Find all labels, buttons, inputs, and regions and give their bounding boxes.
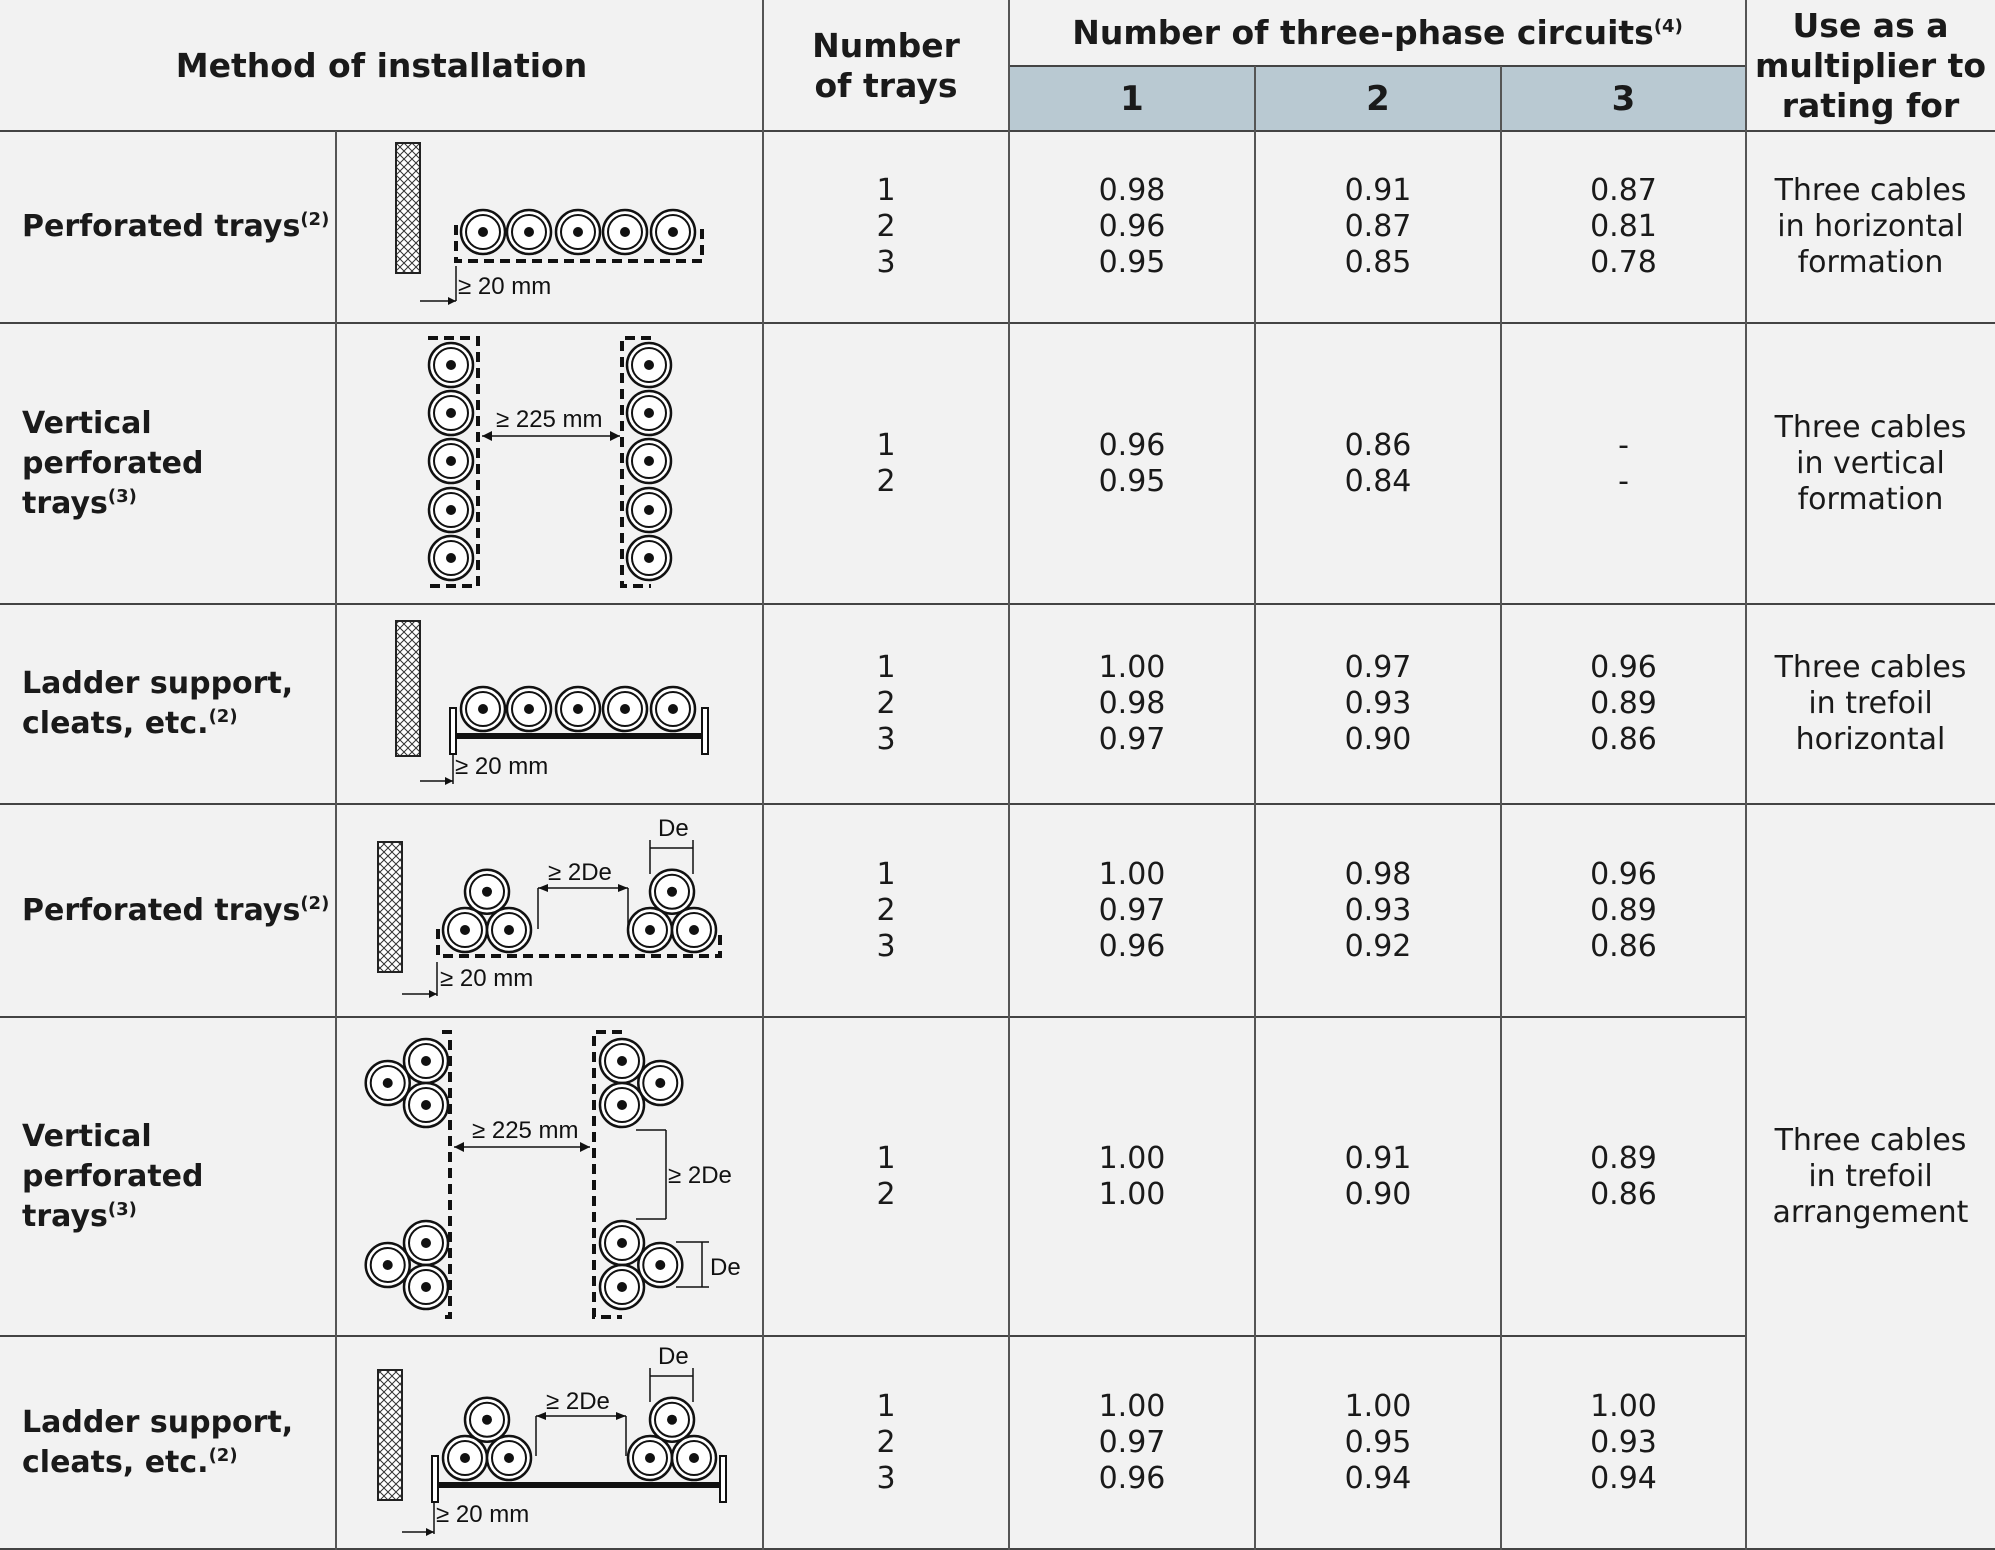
dimension-label: ≥ 225 mm	[496, 406, 603, 433]
cell-text: 2	[876, 1176, 896, 1212]
diagram-vertical-perforated	[336, 323, 763, 604]
diagram-svg	[336, 804, 763, 1017]
trays-cell	[763, 131, 1009, 323]
use-for-cell	[1746, 804, 1995, 1550]
cell-text: 0.96	[1098, 1461, 1166, 1496]
diagram-svg	[336, 1336, 763, 1550]
cell-text: (2)	[208, 1445, 238, 1466]
diagram-horizontal-perforated	[336, 131, 763, 323]
cell-text: 0.86	[1590, 1176, 1657, 1212]
grid-line	[762, 0, 764, 1550]
trays-cell	[763, 1017, 1009, 1336]
header-circuit-col-3	[1501, 66, 1746, 131]
cell-text: 0.98	[1098, 686, 1166, 721]
cable-icon	[627, 488, 671, 532]
cable-icon	[672, 908, 716, 952]
cell-text: 0.96	[1590, 650, 1657, 685]
cell-text: 0.90	[1344, 1176, 1412, 1212]
value-cell	[1255, 604, 1501, 804]
header-circuits-text: Number of three-phase circuits	[1072, 13, 1654, 52]
cell-text: -	[1618, 427, 1629, 463]
value-cell	[1009, 131, 1255, 323]
method-label-line: Ladder support,	[22, 1405, 294, 1440]
dimension-label: ≥ 225 mm	[472, 1117, 579, 1144]
method-label	[0, 323, 336, 604]
cell-text: 0.94	[1344, 1461, 1412, 1496]
method-label	[0, 1336, 336, 1550]
cell-text: 0.93	[1344, 686, 1412, 721]
cell-text: 0.97	[1344, 650, 1412, 685]
value-cell	[1255, 804, 1501, 1017]
cable-icon	[487, 1436, 531, 1480]
cell-text: 2	[876, 463, 896, 499]
cell-text: -	[1618, 463, 1629, 499]
cell-text: arrangement	[1772, 1195, 1969, 1230]
cable-icon	[465, 870, 509, 914]
cell-text: 0.90	[1344, 722, 1412, 757]
dimension-label: ≥ 20 mm	[458, 273, 552, 300]
cell-text: 2	[876, 892, 896, 928]
header-circuit-col-2	[1255, 66, 1501, 131]
cable-icon	[429, 488, 473, 532]
cell-text: 0.95	[1344, 1425, 1412, 1460]
value-cell	[1501, 1336, 1746, 1550]
cell-text: 0.86	[1590, 928, 1657, 964]
cell-text: 0.98	[1344, 856, 1412, 892]
cell-text: Three cables	[1774, 650, 1967, 685]
cell-text: in trefoil	[1808, 1159, 1933, 1194]
cable-icon	[366, 1243, 410, 1287]
cell-text: 1	[876, 856, 896, 892]
use-for-cell	[1746, 604, 1995, 804]
cable-icon	[650, 870, 694, 914]
grid-line	[0, 803, 1995, 805]
cable-icon	[651, 210, 695, 254]
cable-icon	[556, 210, 600, 254]
cable-icon	[600, 1265, 644, 1309]
header-use-line: Use as a	[1792, 5, 1949, 45]
cell-text: 0.84	[1344, 463, 1412, 499]
value-cell	[1501, 131, 1746, 323]
diagram-trefoil-perforated	[336, 804, 763, 1017]
cell-text: 1	[876, 1140, 896, 1176]
cell-text: 3	[876, 722, 896, 757]
header-circuit-col-label: 3	[1611, 78, 1636, 119]
cell-text: 2	[876, 1425, 896, 1460]
header-use-line: rating for	[1781, 85, 1960, 125]
cell-text: Perforated trays	[22, 209, 301, 244]
method-label-line: Vertical perforated	[22, 1118, 204, 1194]
cell-text: (2)	[300, 892, 330, 914]
cell-text: 0.87	[1344, 209, 1412, 244]
cell-text: 2	[876, 209, 896, 244]
dimension-label: ≥ 20 mm	[440, 965, 534, 992]
cable-icon	[603, 210, 647, 254]
cell-text: 1	[876, 1389, 896, 1424]
method-label	[0, 604, 336, 804]
grid-line	[0, 603, 1995, 605]
method-label	[0, 1017, 336, 1336]
header-circuit-col-1	[1009, 66, 1255, 131]
cable-icon	[465, 1398, 509, 1442]
header-circuit-col-label: 2	[1366, 78, 1390, 119]
cable-icon	[600, 1083, 644, 1127]
value-cell	[1501, 323, 1746, 604]
cell-text: 3	[876, 1461, 896, 1496]
cell-text: horizontal	[1795, 722, 1946, 757]
cable-icon	[627, 343, 671, 387]
value-cell	[1501, 1017, 1746, 1336]
cell-text: trays	[22, 1198, 108, 1234]
cell-text: 0.78	[1590, 245, 1657, 280]
cable-icon	[650, 1398, 694, 1442]
trays-cell	[763, 1336, 1009, 1550]
dimension-label: De	[710, 1254, 741, 1281]
cable-icon	[461, 687, 505, 731]
cable-icon	[429, 439, 473, 483]
cell-text: 2	[876, 686, 896, 721]
diagram-trefoil-ladder	[336, 1336, 763, 1550]
cell-text: in horizontal	[1777, 209, 1964, 244]
cell-text: 1	[876, 650, 896, 685]
cable-icon	[627, 439, 671, 483]
cell-text: Perforated trays	[22, 892, 301, 928]
cell-text: 1	[876, 427, 896, 463]
cell-text: 0.89	[1590, 686, 1657, 721]
method-label-line	[22, 207, 329, 247]
header-method	[0, 0, 763, 131]
method-label-line	[22, 1443, 238, 1483]
cable-icon	[507, 210, 551, 254]
cell-text: 0.92	[1344, 928, 1412, 964]
cable-icon	[672, 1436, 716, 1480]
cell-text: Three cables	[1774, 409, 1967, 445]
cable-icon	[507, 687, 551, 731]
cell-text: 0.91	[1344, 1140, 1412, 1176]
value-cell	[1501, 604, 1746, 804]
dimension-label: De	[658, 1343, 689, 1370]
cell-text: 0.81	[1590, 209, 1657, 244]
cable-icon	[404, 1039, 448, 1083]
grid-line	[335, 131, 337, 1550]
trays-cell	[763, 604, 1009, 804]
cable-icon	[600, 1221, 644, 1265]
method-label-line	[22, 704, 238, 744]
dimension-label: ≥ 2De	[546, 1388, 610, 1415]
cell-text: 3	[876, 245, 896, 280]
cable-icon	[366, 1061, 410, 1105]
grid-line	[0, 1016, 1746, 1018]
cell-text: 0.96	[1098, 209, 1166, 244]
value-cell	[1255, 323, 1501, 604]
diagram-trefoil-vertical	[336, 1017, 763, 1336]
header-trays	[763, 0, 1009, 131]
value-cell	[1501, 804, 1746, 1017]
header-circuits	[1009, 0, 1746, 66]
cell-text: 0.86	[1344, 427, 1412, 463]
diagram-ladder-horizontal	[336, 604, 763, 804]
cell-text: trays	[22, 485, 108, 521]
value-cell	[1255, 131, 1501, 323]
cell-text: 0.96	[1098, 427, 1166, 463]
cell-text: 0.98	[1098, 173, 1166, 208]
cell-text: 0.93	[1590, 1425, 1657, 1460]
cell-text: Three cables	[1774, 1123, 1967, 1158]
cell-text: 0.95	[1098, 463, 1166, 499]
cable-icon	[628, 908, 672, 952]
header-use-line: multiplier to	[1754, 45, 1987, 85]
cell-text: 1.00	[1098, 650, 1166, 685]
cable-icon	[638, 1243, 682, 1287]
grid-line	[0, 322, 1995, 324]
cable-icon	[638, 1061, 682, 1105]
cable-icon	[627, 536, 671, 580]
cell-text: 0.97	[1098, 1425, 1166, 1460]
cell-text: 1	[876, 173, 896, 208]
dimension-label: ≥ 2De	[668, 1162, 732, 1189]
cell-text: Three cables	[1774, 173, 1967, 208]
method-label-line	[22, 891, 329, 931]
value-cell	[1009, 323, 1255, 604]
header-method-label: Method of installation	[175, 45, 588, 85]
cell-text: (2)	[300, 209, 330, 230]
cable-icon	[429, 343, 473, 387]
use-for-cell	[1746, 323, 1995, 604]
grid-line	[1500, 66, 1502, 1550]
grid-line	[1009, 65, 1746, 67]
value-cell	[1009, 804, 1255, 1017]
cell-text: 0.97	[1098, 722, 1166, 757]
cell-text: (2)	[208, 706, 238, 727]
cell-text: 0.93	[1344, 892, 1412, 928]
method-label-line: Ladder support,	[22, 666, 294, 701]
cable-icon	[651, 687, 695, 731]
cable-icon	[628, 1436, 672, 1480]
cable-icon	[487, 908, 531, 952]
value-cell	[1009, 1017, 1255, 1336]
header-use	[1746, 0, 1995, 131]
cell-text: 0.91	[1344, 173, 1412, 208]
cell-text: 0.85	[1344, 245, 1412, 280]
cable-icon	[429, 391, 473, 435]
cable-icon	[404, 1083, 448, 1127]
dimension-label: De	[658, 815, 689, 842]
grid-line	[1254, 66, 1256, 1550]
header-trays-line: of trays	[814, 65, 958, 105]
method-label-line	[22, 1197, 137, 1237]
grid-line	[1008, 0, 1010, 1550]
cell-text: cleats, etc.	[22, 706, 209, 741]
header-circuits-sup: (4)	[1653, 16, 1683, 37]
cable-icon	[429, 536, 473, 580]
header-circuit-col-label: 1	[1120, 78, 1144, 119]
cell-text: 0.95	[1098, 245, 1166, 280]
header-circuits-label	[1072, 13, 1683, 53]
cell-text: formation	[1797, 245, 1944, 280]
cable-icon	[443, 1436, 487, 1480]
cable-icon	[603, 687, 647, 731]
diagram-svg	[336, 1017, 763, 1336]
diagram-svg	[336, 323, 763, 604]
cell-text: 1.00	[1590, 1389, 1657, 1424]
grid-line	[0, 130, 1995, 132]
cell-text: 1.00	[1098, 856, 1166, 892]
grid-line	[1745, 0, 1747, 1550]
cell-text: 0.86	[1590, 722, 1657, 757]
header-trays-line: Number	[812, 25, 960, 65]
cell-text: in vertical	[1796, 445, 1945, 481]
value-cell	[1009, 1336, 1255, 1550]
cell-text: 0.89	[1590, 1140, 1657, 1176]
cell-text: 1.00	[1098, 1140, 1166, 1176]
grid-line	[0, 1335, 1746, 1337]
cell-text: 1.00	[1344, 1389, 1412, 1424]
cell-text: (3)	[107, 1198, 137, 1220]
cell-text: 3	[876, 928, 896, 964]
cable-icon	[461, 210, 505, 254]
cell-text: cleats, etc.	[22, 1445, 209, 1480]
cable-icon	[556, 687, 600, 731]
diagram-svg	[336, 604, 763, 804]
cell-text: 0.89	[1590, 892, 1657, 928]
cell-text: formation	[1797, 481, 1944, 517]
use-for-cell	[1746, 131, 1995, 323]
method-label-line: Vertical perforated	[22, 405, 204, 481]
value-cell	[1009, 604, 1255, 804]
value-cell	[1255, 1017, 1501, 1336]
cell-text: 1.00	[1098, 1389, 1166, 1424]
cell-text: 0.96	[1590, 856, 1657, 892]
dimension-label: ≥ 20 mm	[455, 753, 549, 780]
cable-icon	[404, 1221, 448, 1265]
method-label	[0, 804, 336, 1017]
cable-icon	[404, 1265, 448, 1309]
cell-text: (3)	[107, 485, 137, 507]
trays-cell	[763, 323, 1009, 604]
method-label	[0, 131, 336, 323]
cell-text: 0.94	[1590, 1461, 1657, 1496]
cell-text: 1.00	[1098, 1176, 1166, 1212]
cell-text: in trefoil	[1808, 686, 1933, 721]
dimension-label: ≥ 20 mm	[436, 1501, 530, 1528]
value-cell	[1255, 1336, 1501, 1550]
diagram-svg	[336, 131, 763, 323]
method-label-line	[22, 484, 137, 524]
cell-text: 0.87	[1590, 173, 1657, 208]
cable-icon	[600, 1039, 644, 1083]
cell-text: 0.97	[1098, 892, 1166, 928]
dimension-label: ≥ 2De	[548, 859, 612, 886]
cable-icon	[443, 908, 487, 952]
trays-cell	[763, 804, 1009, 1017]
cell-text: 0.96	[1098, 928, 1166, 964]
cable-icon	[627, 391, 671, 435]
